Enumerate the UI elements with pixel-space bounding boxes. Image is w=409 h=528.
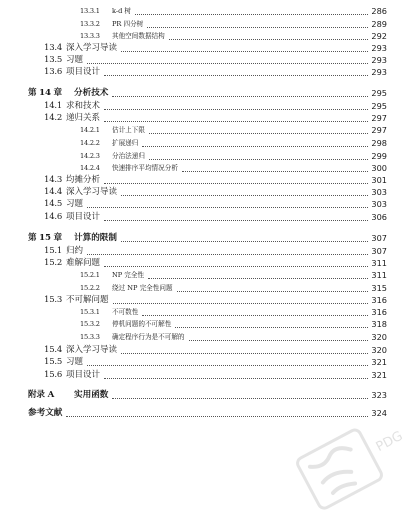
toc-dot-leader bbox=[149, 132, 368, 134]
toc-entry-page: 295 bbox=[371, 101, 387, 111]
toc-dot-leader bbox=[121, 50, 368, 52]
toc-entry-page: 311 bbox=[371, 270, 387, 280]
toc-entry-number: 14.2 bbox=[44, 113, 63, 123]
toc-entry-page: 295 bbox=[371, 88, 387, 98]
toc-entry-number: 15.1 bbox=[44, 246, 63, 256]
toc-entry-sect[interactable] bbox=[0, 54, 409, 66]
toc-dot-leader bbox=[87, 364, 368, 366]
toc-entry-page: 292 bbox=[371, 31, 387, 41]
toc-dot-leader bbox=[104, 377, 368, 379]
toc-entry-sect[interactable] bbox=[0, 294, 409, 306]
toc-entry-sect[interactable] bbox=[0, 42, 409, 54]
toc-entry-sect[interactable] bbox=[0, 369, 409, 381]
toc-entry-number: 15.5 bbox=[44, 357, 63, 367]
toc-entry-title: 项目设计 bbox=[66, 212, 101, 222]
toc-entry-number: 14.2.4 bbox=[80, 164, 100, 172]
toc-entry-sub[interactable] bbox=[0, 5, 409, 17]
toc-entry-title: 计算的限制 bbox=[74, 233, 117, 243]
toc-entry-sect[interactable] bbox=[0, 186, 409, 198]
toc-dot-leader bbox=[66, 415, 368, 417]
toc-entry-title: 习题 bbox=[66, 357, 84, 367]
toc-entry-page: 297 bbox=[371, 125, 387, 135]
toc-entry-title: 快速排序平均情况分析 bbox=[112, 164, 178, 172]
toc-entry-sub[interactable] bbox=[0, 162, 409, 174]
toc-dot-leader bbox=[177, 290, 368, 292]
toc-entry-title: 难解问题 bbox=[66, 258, 101, 268]
toc-entry-title: 求和技术 bbox=[66, 101, 101, 111]
toc-entry-number: 13.6 bbox=[44, 67, 63, 77]
toc-entry-page: 303 bbox=[371, 187, 387, 197]
toc-dot-leader bbox=[142, 145, 368, 147]
toc-entry-page: 321 bbox=[371, 370, 387, 380]
toc-entry-sub[interactable] bbox=[0, 306, 409, 318]
toc-entry-sub[interactable] bbox=[0, 30, 409, 42]
toc-entry-page: 289 bbox=[371, 19, 387, 29]
toc-entry-number: 15.3.2 bbox=[80, 320, 100, 328]
toc-entry-sect[interactable] bbox=[0, 211, 409, 223]
toc-entry-sub[interactable] bbox=[0, 137, 409, 149]
toc-entry-sect[interactable] bbox=[0, 100, 409, 112]
toc-entry-page: 321 bbox=[371, 357, 387, 367]
toc-entry-number: 14.3 bbox=[44, 175, 63, 185]
toc-entry-title: 确定程序行为是不可解的 bbox=[112, 333, 185, 341]
toc-entry-title: 项目设计 bbox=[66, 67, 101, 77]
toc-dot-leader bbox=[169, 38, 368, 40]
toc-entry-sub[interactable] bbox=[0, 18, 409, 30]
toc-dot-leader bbox=[87, 62, 368, 64]
toc-dot-leader bbox=[104, 120, 368, 122]
toc-entry-sub[interactable] bbox=[0, 269, 409, 281]
toc-entry-number: 13.3.3 bbox=[80, 32, 100, 40]
toc-entry-page: 299 bbox=[371, 151, 387, 161]
toc-dot-leader bbox=[104, 182, 368, 184]
toc-entry-number: 14.2.2 bbox=[80, 139, 100, 147]
toc-entry-title: NP 完全性 bbox=[112, 271, 145, 279]
toc-entry-sect[interactable] bbox=[0, 257, 409, 269]
toc-entry-title: 习题 bbox=[66, 199, 84, 209]
toc-entry-page: 307 bbox=[371, 246, 387, 256]
toc-dot-leader bbox=[87, 206, 368, 208]
toc-entry-page: 320 bbox=[371, 332, 387, 342]
toc-entry-number: 15.3.1 bbox=[80, 308, 100, 316]
toc-entry-title: 深入学习导读 bbox=[66, 187, 118, 197]
toc-dot-leader bbox=[112, 397, 368, 399]
toc-entry-title: 扩展递归 bbox=[112, 139, 139, 147]
toc-entry-number: 15.6 bbox=[44, 370, 63, 380]
toc-entry-title: 不可解问题 bbox=[66, 295, 109, 305]
toc-entry-number: 14.5 bbox=[44, 199, 63, 209]
toc-entry-page: 293 bbox=[371, 43, 387, 53]
toc-entry-page: 323 bbox=[371, 390, 387, 400]
toc-dot-leader bbox=[182, 170, 368, 172]
toc-dot-leader bbox=[149, 158, 368, 160]
toc-entry-page: 293 bbox=[371, 55, 387, 65]
toc-entry-title: 参考文献 bbox=[28, 408, 63, 418]
toc-dot-leader bbox=[135, 13, 368, 15]
toc-entry-app[interactable] bbox=[0, 389, 409, 401]
toc-entry-page: 297 bbox=[371, 113, 387, 123]
toc-entry-sect[interactable] bbox=[0, 356, 409, 368]
toc-dot-leader bbox=[112, 95, 368, 97]
toc-entry-title: 归约 bbox=[66, 246, 84, 256]
toc-entry-page: 306 bbox=[371, 212, 387, 222]
toc-entry-page: 298 bbox=[371, 138, 387, 148]
toc-entry-number: 15.2.1 bbox=[80, 271, 100, 279]
toc-entry-number: 15.4 bbox=[44, 345, 63, 355]
toc-entry-page: 311 bbox=[371, 258, 387, 268]
toc-dot-leader bbox=[121, 352, 368, 354]
toc-entry-number: 15.2 bbox=[44, 258, 63, 268]
toc-entry-sub[interactable] bbox=[0, 331, 409, 343]
toc-entry-sub[interactable] bbox=[0, 150, 409, 162]
toc-entry-chap[interactable] bbox=[0, 87, 409, 99]
toc-entry-number: 14.4 bbox=[44, 187, 63, 197]
toc-entry-page: 315 bbox=[371, 283, 387, 293]
toc-entry-number: 13.3.1 bbox=[80, 7, 100, 15]
toc-entry-number: 15.3 bbox=[44, 295, 63, 305]
toc-entry-number: 14.2.3 bbox=[80, 152, 100, 160]
toc-entry-page: 318 bbox=[371, 319, 387, 329]
toc-entry-number: 13.4 bbox=[44, 43, 63, 53]
toc-entry-title: 深入学习导读 bbox=[66, 345, 118, 355]
toc-entry-chap[interactable] bbox=[0, 232, 409, 244]
toc-entry-sub[interactable] bbox=[0, 282, 409, 294]
toc-entry-title: 分析技术 bbox=[74, 88, 109, 98]
toc-entry-page: 316 bbox=[371, 295, 387, 305]
toc-entry-sub[interactable] bbox=[0, 124, 409, 136]
toc-entry-number: 13.5 bbox=[44, 55, 63, 65]
toc-entry-number: 第 15 章 bbox=[28, 233, 62, 243]
toc-dot-leader bbox=[121, 240, 368, 242]
toc-entry-number: 第 14 章 bbox=[28, 88, 62, 98]
toc-dot-leader bbox=[175, 326, 368, 328]
toc-entry-number: 15.2.2 bbox=[80, 284, 100, 292]
toc-entry-number: 13.3.2 bbox=[80, 20, 100, 28]
toc-dot-leader bbox=[87, 253, 368, 255]
toc-entry-title: 停机问题的不可解性 bbox=[112, 320, 172, 328]
toc-dot-leader bbox=[142, 314, 368, 316]
toc-entry-title: 递归关系 bbox=[66, 113, 101, 123]
toc-entry-title: 实用函数 bbox=[74, 390, 109, 400]
toc-entry-page: 293 bbox=[371, 67, 387, 77]
toc-dot-leader bbox=[104, 74, 368, 76]
toc-entry-title: PR 四分树 bbox=[112, 20, 144, 28]
toc-dot-leader bbox=[147, 26, 368, 28]
toc-entry-sect[interactable] bbox=[0, 344, 409, 356]
toc-entry-title: 均摊分析 bbox=[66, 175, 101, 185]
toc-dot-leader bbox=[104, 108, 368, 110]
toc-entry-title: 估计上下限 bbox=[112, 126, 145, 134]
toc-entry-title: 项目设计 bbox=[66, 370, 101, 380]
toc-entry-sub[interactable] bbox=[0, 318, 409, 330]
toc-dot-leader bbox=[104, 265, 368, 267]
toc-entry-number: 15.3.3 bbox=[80, 333, 100, 341]
toc-entry-title: k-d 树 bbox=[112, 7, 132, 15]
toc-dot-leader bbox=[121, 194, 368, 196]
toc-entry-title: 绕过 NP 完全性问题 bbox=[112, 284, 173, 292]
toc-dot-leader bbox=[104, 219, 368, 221]
toc-entry-number: 附录 A bbox=[28, 390, 55, 400]
toc-entry-page: 307 bbox=[371, 233, 387, 243]
toc-entry-title: 不可数性 bbox=[112, 308, 139, 316]
toc-entry-page: 320 bbox=[371, 345, 387, 355]
toc-entry-page: 301 bbox=[371, 175, 387, 185]
toc-entry-number: 14.6 bbox=[44, 212, 63, 222]
toc-entry-title: 分治法递归 bbox=[112, 152, 145, 160]
toc-entry-page: 286 bbox=[371, 6, 387, 16]
toc-dot-leader bbox=[113, 302, 368, 304]
toc-entry-sect[interactable] bbox=[0, 198, 409, 210]
toc-entry-sect[interactable] bbox=[0, 112, 409, 124]
toc-entry-number: 14.2.1 bbox=[80, 126, 100, 134]
toc-entry-app[interactable] bbox=[0, 407, 409, 419]
toc-entry-number: 14.1 bbox=[44, 101, 63, 111]
toc-entry-title: 其他空间数据结构 bbox=[112, 32, 165, 40]
toc-entry-sect[interactable] bbox=[0, 66, 409, 78]
toc-entry-page: 300 bbox=[371, 163, 387, 173]
toc-entry-title: 深入学习导读 bbox=[66, 43, 118, 53]
toc-entry-sect[interactable] bbox=[0, 245, 409, 257]
toc-entry-sect[interactable] bbox=[0, 174, 409, 186]
toc-entry-page: 316 bbox=[371, 307, 387, 317]
toc-entry-page: 324 bbox=[371, 408, 387, 418]
toc-entry-title: 习题 bbox=[66, 55, 84, 65]
toc-dot-leader bbox=[148, 277, 368, 279]
watermark-text: PDG bbox=[373, 428, 406, 456]
toc-dot-leader bbox=[189, 339, 368, 341]
toc-entry-page: 303 bbox=[371, 199, 387, 209]
